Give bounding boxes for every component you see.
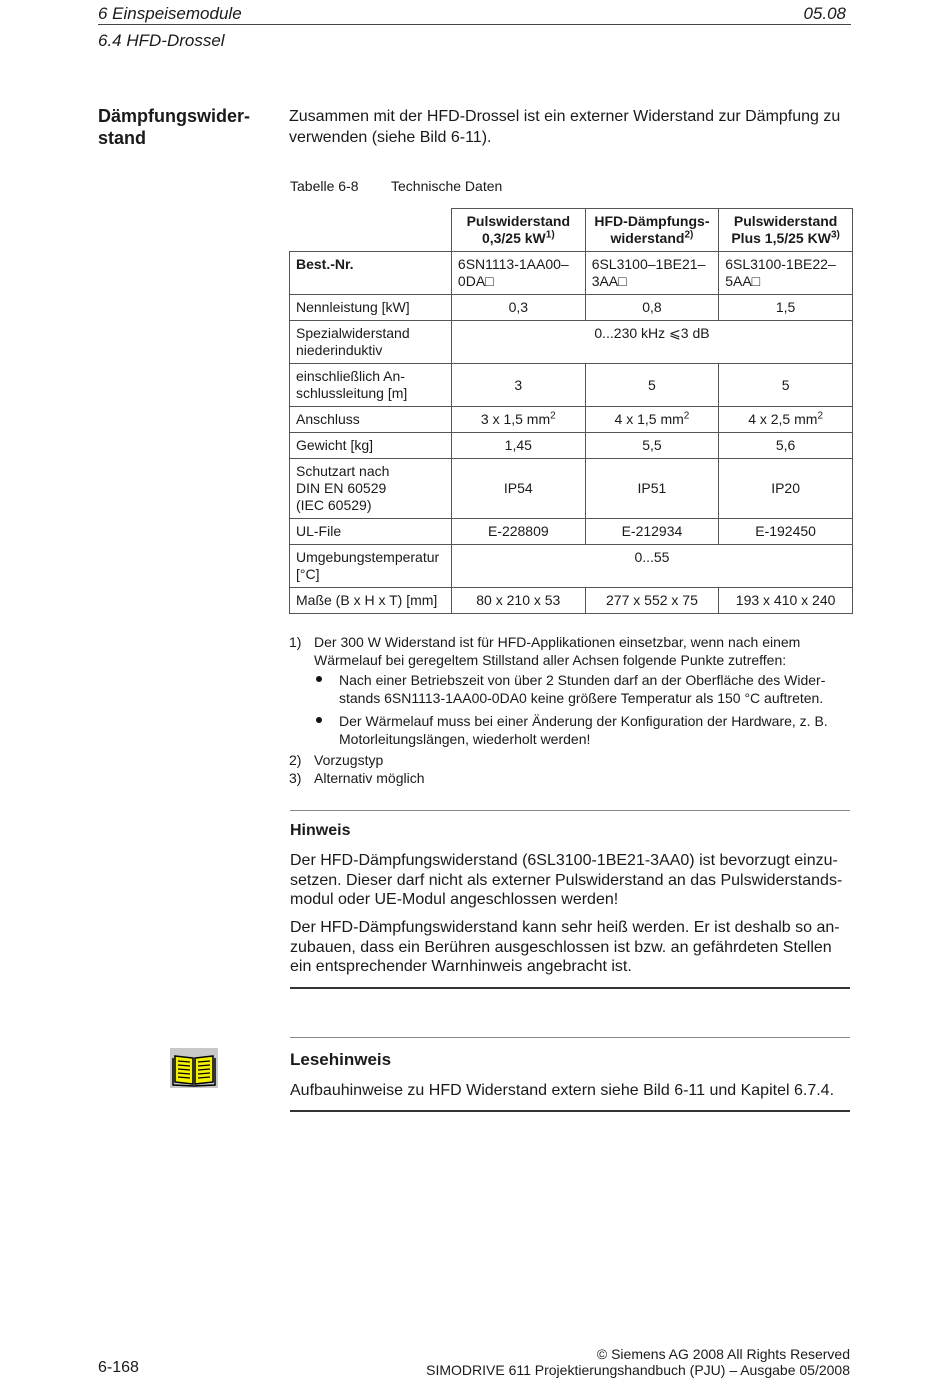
header-rule (98, 24, 851, 25)
cell-line: (IEC 60529) (296, 497, 372, 513)
table-cell: IP20 (719, 459, 853, 519)
bullet-icon (316, 717, 322, 723)
footnote-text: Alternativ möglich (314, 770, 425, 786)
header-line: HFD-Dämpfungs- (594, 213, 710, 229)
table-row (290, 252, 853, 295)
row-label: Maße (B x H x T) [mm] (290, 588, 452, 614)
row-label (290, 459, 452, 519)
table-cell: 1,45 (451, 433, 585, 459)
cell-text: 3 x 1,5 mm (480, 411, 551, 427)
side-heading (98, 105, 250, 149)
row-label: UL-File (290, 519, 452, 545)
column-header-pulswiderstand-plus (719, 209, 853, 252)
cell-line: Umgebungstemperatur (296, 549, 440, 565)
header-line (725, 230, 846, 247)
row-label: Best.-Nr. (290, 252, 452, 295)
footnote-ref: 2) (684, 229, 694, 241)
footnote-line: Der 300 W Widerstand ist für HFD-Applikationen einsetzbar, wenn nach einem (314, 634, 801, 650)
cell-line: [°C] (296, 566, 320, 582)
cell-line: Schutzart nach (296, 463, 390, 479)
cell-line: einschließlich An- (296, 368, 405, 384)
copyright: © Siemens AG 2008 All Rights Reserved (596, 1346, 850, 1362)
cell-line: 6SN1113-1AA00– (457, 256, 569, 272)
hint-line: zubauen, dass ein Berühren ausgeschlossen ist bzw. an gefährdeten Stellen (290, 938, 832, 956)
table-cell: 1,5 (719, 295, 853, 321)
header-date: 05.08 (803, 4, 846, 23)
bullet-icon (316, 676, 322, 682)
intro-line: verwenden (siehe Bild 6-11). (289, 129, 492, 146)
hint-paragraph (290, 918, 840, 977)
column-header-pulswiderstand (451, 209, 585, 252)
document-title: SIMODRIVE 611 Projektierungshandbuch (PJU) – Ausgabe 05/2008 (426, 1362, 850, 1378)
header-line (592, 230, 713, 247)
table-row (290, 519, 853, 545)
row-label (290, 545, 452, 588)
table-cell (719, 407, 853, 433)
technical-data-table (289, 208, 853, 614)
bullet-line: Motorleitungslängen, wiederholt werden! (339, 731, 591, 747)
table-row (290, 588, 853, 614)
footnote-line: Wärmelauf bei geregeltem Stillstand aller Achsen folgende Punkte zutreffen: (314, 652, 787, 668)
table-cell (451, 252, 585, 295)
table-row (290, 321, 853, 364)
column-header-hfd-daempfungswiderstand (585, 209, 719, 252)
table-row (290, 364, 853, 407)
table-row (290, 407, 853, 433)
cell-line: 0DA□ (457, 273, 494, 289)
cell-line: niederinduktiv (296, 342, 383, 358)
footnote-ref: 1) (545, 229, 555, 241)
hint-line: Der HFD-Dämpfungswiderstand kann sehr heiß werden. Er ist deshalb so an- (290, 919, 840, 936)
bullet-text (339, 712, 828, 748)
table-cell (719, 252, 853, 295)
footnote-marker: 3) (289, 770, 302, 786)
table-cell: IP51 (585, 459, 719, 519)
superscript: 2 (817, 410, 823, 422)
bullet-line: stands 6SN1113-1AA00-0DA0 keine größere Temperatur als 150 °C auftreten. (339, 690, 824, 706)
hint-bottom-rule (290, 987, 850, 989)
header-text: Plus 1,5/25 KW (731, 230, 831, 246)
reading-text: Aufbauhinweise zu HFD Widerstand extern siehe Bild 6-11 und Kapitel 6.7.4. (290, 1082, 835, 1099)
table-cell (585, 252, 719, 295)
table-cell (585, 407, 719, 433)
cell-text: 4 x 2,5 mm (748, 411, 818, 427)
table-row (290, 295, 853, 321)
table-cell: E-192450 (719, 519, 853, 545)
bullet-line: Nach einer Betriebszeit von über 2 Stunden darf an der Oberfläche des Wider- (339, 672, 826, 688)
section-title: 6.4 HFD-Drossel (98, 31, 225, 50)
hint-line: Der HFD-Dämpfungswiderstand (6SL3100-1BE21-3AA0) ist bevorzugt einzu- (290, 852, 838, 869)
header-text: 0,3/25 kW (481, 230, 546, 246)
table-cell: 5,6 (719, 433, 853, 459)
superscript: 2 (550, 410, 556, 422)
header-line: Pulswiderstand (733, 213, 838, 229)
cell-line: 6SL3100–1BE21– (591, 256, 706, 272)
table-row (290, 433, 853, 459)
table-cell: 5,5 (585, 433, 719, 459)
superscript: 2 (683, 410, 690, 422)
cell-line: 5AA□ (725, 273, 761, 289)
hint-top-rule (290, 810, 850, 811)
bullet-text (339, 671, 825, 707)
row-label (290, 364, 452, 407)
table-cell: 3 (451, 364, 585, 407)
table-row (290, 545, 853, 588)
reading-title: Lesehinweis (290, 1050, 392, 1069)
footnote-text: Vorzugstyp (314, 752, 384, 768)
cell-text: 4 x 1,5 mm (614, 411, 684, 427)
hint-line: ein entsprechender Warnhinweis angebracht ist. (290, 958, 632, 975)
bullet-line: Der Wärmelauf muss bei einer Änderung der Konfiguration der Hardware, z. B. (339, 713, 828, 729)
table-cell: 5 (719, 364, 853, 407)
reading-top-rule (290, 1037, 850, 1038)
table-cell: E-228809 (451, 519, 585, 545)
empty-corner-cell (290, 209, 452, 252)
hint-line: modul oder UE-Modul angeschlossen werden! (290, 891, 619, 908)
cell-line: 6SL3100-1BE22– (725, 256, 836, 272)
table-cell: 277 x 552 x 75 (585, 588, 719, 614)
footnote-marker: 1) (289, 634, 302, 650)
hint-paragraph (290, 851, 842, 910)
table-cell: 80 x 210 x 53 (451, 588, 585, 614)
header-text: widerstand (610, 230, 685, 246)
row-label (290, 321, 452, 364)
reading-bottom-rule (290, 1110, 850, 1112)
side-heading-line: Dämpfungswider- (98, 106, 251, 126)
footnote-text (314, 633, 800, 669)
header-line: Pulswiderstand (466, 213, 571, 229)
cell-line: 3AA□ (591, 273, 627, 289)
table-cell: 0,3 (451, 295, 585, 321)
chapter-title: 6 Einspeisemodule (98, 4, 242, 23)
side-heading-line: stand (98, 128, 147, 148)
table-header-row (290, 209, 853, 252)
table-cell: IP54 (451, 459, 585, 519)
table-row (290, 459, 853, 519)
table-cell: 5 (585, 364, 719, 407)
table-cell-merged: 0...230 kHz ⩽3 dB (451, 321, 852, 364)
book-icon (170, 1048, 218, 1088)
table-caption-number: Tabelle 6-8 (290, 178, 359, 194)
page-number: 6-168 (98, 1359, 139, 1376)
table-caption-title: Technische Daten (391, 178, 503, 194)
table-cell (451, 407, 585, 433)
row-label: Gewicht [kg] (290, 433, 452, 459)
footnote-marker: 2) (289, 752, 302, 768)
hint-line: setzen. Dieser darf nicht als externer Pulswiderstand an das Pulswiderstands- (290, 871, 843, 889)
table-cell: 193 x 410 x 240 (719, 588, 853, 614)
hint-title: Hinweis (290, 822, 351, 839)
cell-line: DIN EN 60529 (296, 480, 387, 496)
cell-line: schlussleitung [m] (296, 385, 408, 401)
table-cell: E-212934 (585, 519, 719, 545)
footnote-ref: 3) (830, 229, 840, 241)
row-label: Nennleistung [kW] (290, 295, 452, 321)
cell-line: Spezialwiderstand (296, 325, 410, 341)
table-cell-merged: 0...55 (451, 545, 852, 588)
header-line (458, 230, 579, 247)
row-label: Anschluss (290, 407, 452, 433)
table-cell: 0,8 (585, 295, 719, 321)
intro-line: Zusammen mit der HFD-Drossel ist ein externer Widerstand zur Dämpfung zu (289, 108, 841, 125)
intro-paragraph (289, 106, 840, 148)
